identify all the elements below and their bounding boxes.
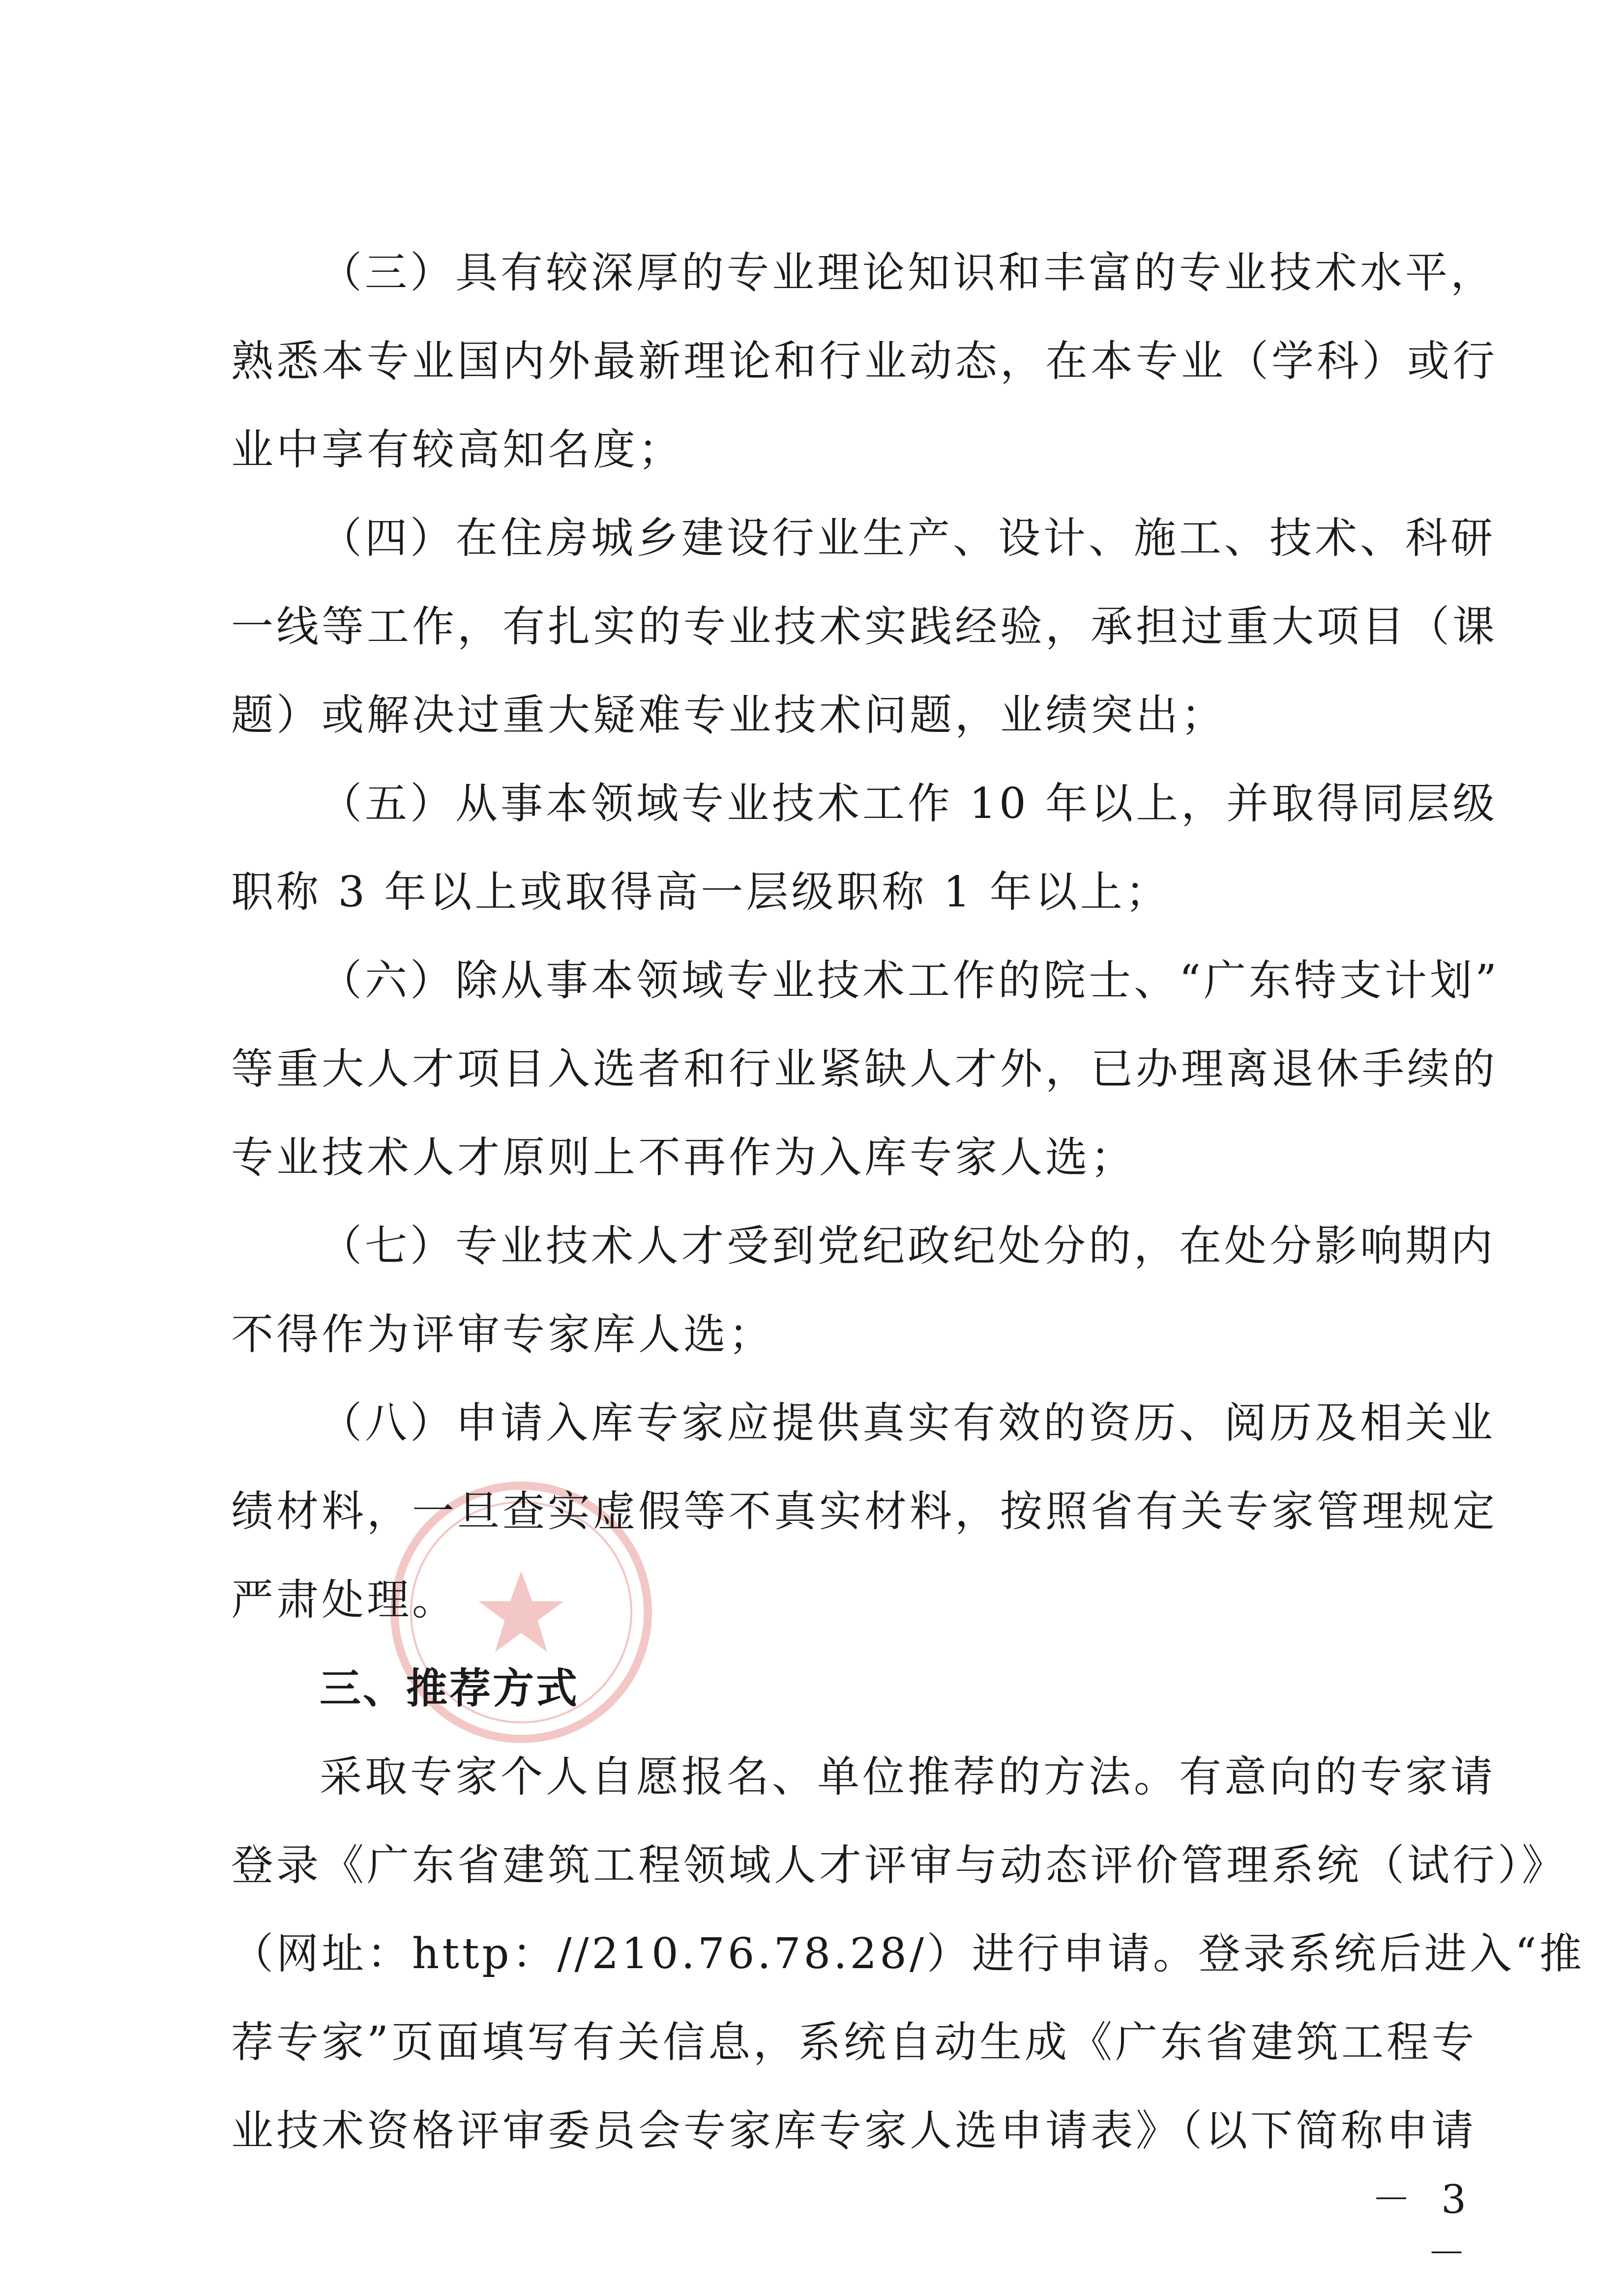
text-line-9: （六）除从事本领域专业技术工作的院士、“广东特支计划” bbox=[320, 956, 1500, 1005]
text-line-20: （网址：http：//210.76.78.28/）进行申请。登录系统后进入“推 bbox=[231, 1929, 1585, 1978]
text-line-7: （五）从事本领域专业技术工作 10 年以上，并取得同层级 bbox=[320, 779, 1498, 828]
section-heading: 三、推荐方式 bbox=[320, 1664, 580, 1713]
text-line-12: （七）专业技术人才受到党纪政纪处分的，在处分影响期内 bbox=[320, 1221, 1496, 1271]
text-line-19: 登录《广东省建筑工程领域人才评审与动态评价管理系统（试行）》 bbox=[231, 1841, 1567, 1890]
text-line-2: 熟悉本专业国内外最新理论和行业动态，在本专业（学科）或行 bbox=[231, 337, 1498, 386]
text-line-6: 题）或解决过重大疑难专业技术问题，业绩突出； bbox=[231, 691, 1226, 740]
text-line-4: （四）在住房城乡建设行业生产、设计、施工、技术、科研 bbox=[320, 514, 1496, 563]
text-line-10: 等重大人才项目入选者和行业紧缺人才外，已办理离退休手续的 bbox=[231, 1045, 1498, 1094]
text-line-8: 职称 3 年以上或取得高一层级职称 1 年以上； bbox=[231, 868, 1171, 917]
text-line-18: 采取专家个人自愿报名、单位推荐的方法。有意向的专家请 bbox=[320, 1752, 1496, 1802]
text-line-15: 绩材料，一旦查实虚假等不真实材料，按照省有关专家管理规定 bbox=[231, 1487, 1498, 1536]
text-line-1: （三）具有较深厚的专业理论知识和丰富的专业技术水平， bbox=[320, 248, 1496, 297]
text-line-13: 不得作为评审专家库人选； bbox=[231, 1310, 774, 1359]
text-line-16: 严肃处理。 bbox=[231, 1575, 457, 1625]
text-line-14: （八）申请入库专家应提供真实有效的资历、阅历及相关业 bbox=[320, 1398, 1496, 1448]
text-line-11: 专业技术人才原则上不再作为入库专家人选； bbox=[231, 1133, 1136, 1182]
text-line-21: 荐专家”页面填写有关信息，系统自动生成《广东省建筑工程专 bbox=[231, 2018, 1477, 2067]
text-line-5: 一线等工作，有扎实的专业技术实践经验，承担过重大项目（课 bbox=[231, 602, 1498, 651]
text-line-3: 业中享有较高知名度； bbox=[231, 425, 683, 474]
page-number: － 3 － bbox=[1371, 2177, 1475, 2276]
text-line-22: 业技术资格评审委员会专家库专家人选申请表》（以下简称申请 bbox=[231, 2106, 1476, 2155]
